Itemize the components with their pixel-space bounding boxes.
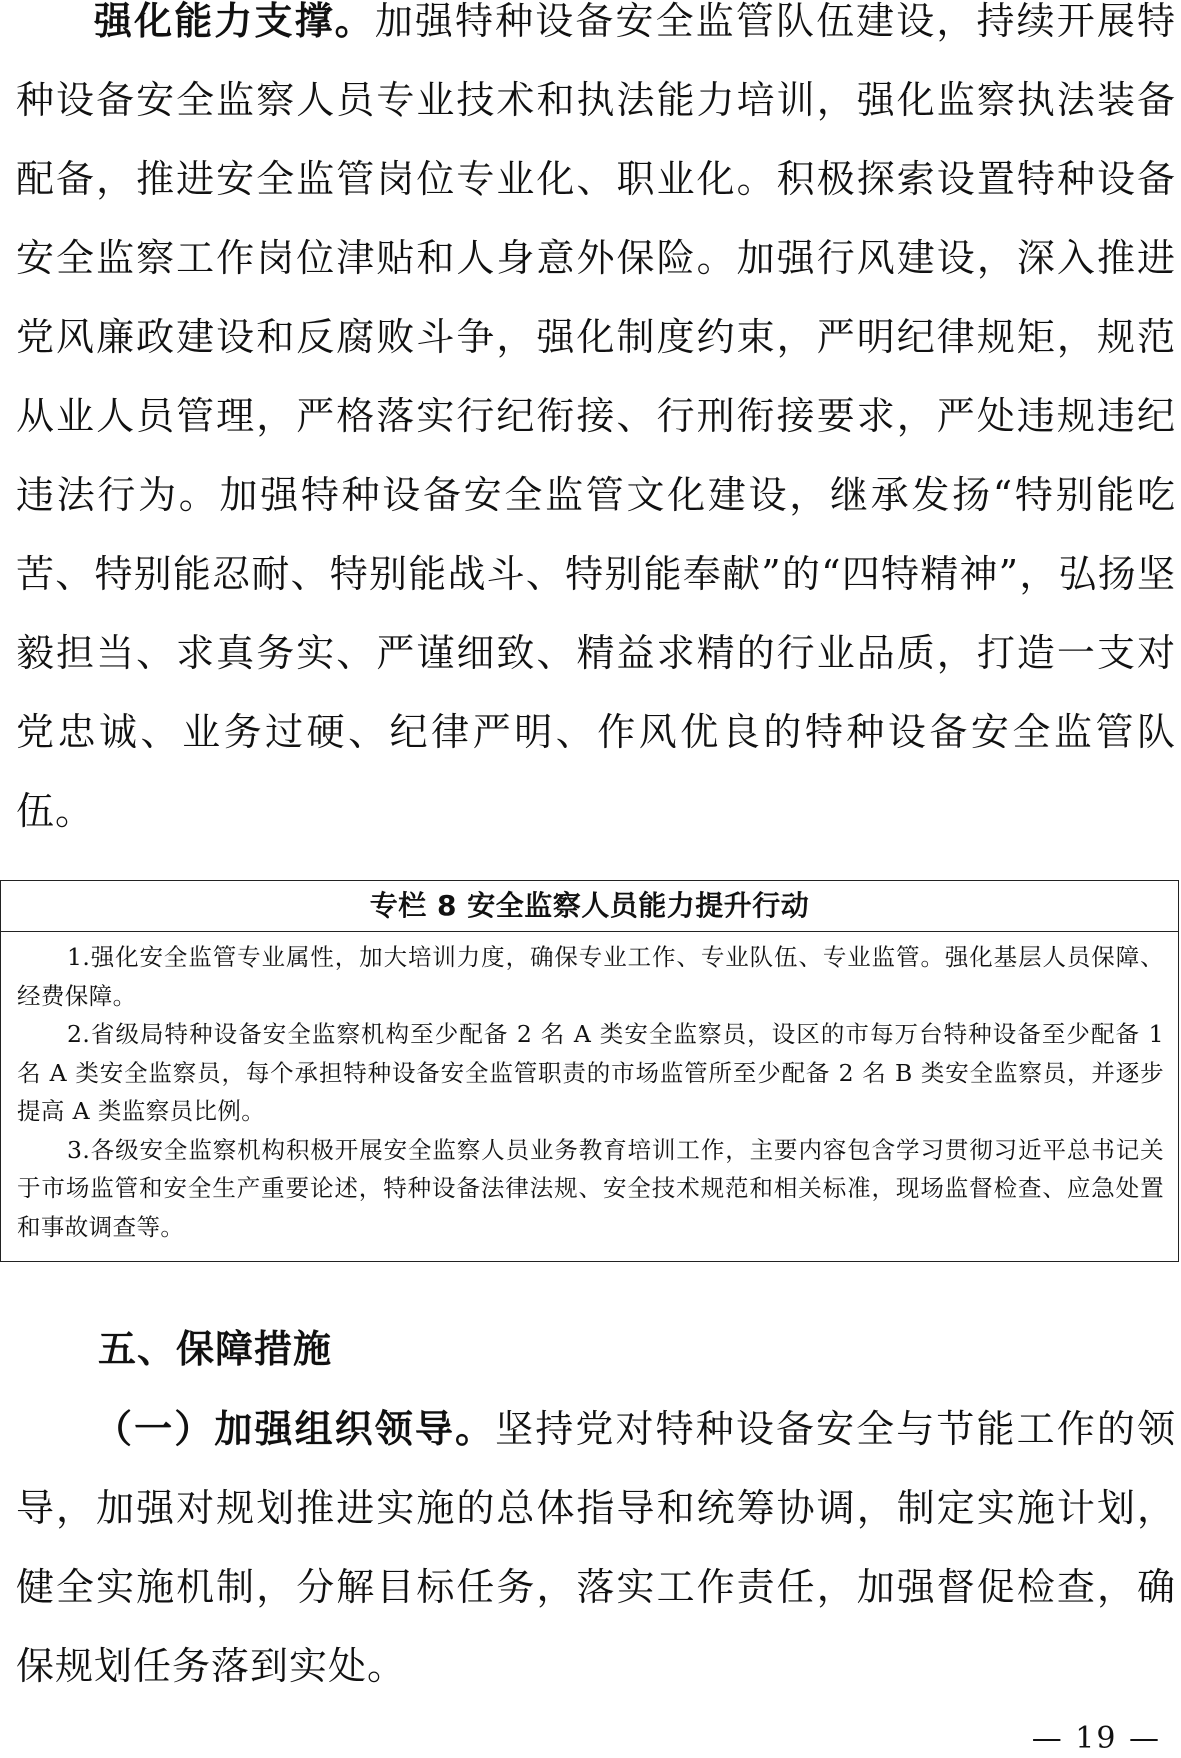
column-box-body bbox=[1, 938, 1178, 1246]
paragraph-capability-support bbox=[16, 0, 1176, 851]
paragraph-text: 坚持党对特种设备安全与节能工作的领导，加强对规划推进实施的总体指导和统筹协调，制定实施计划，健全实施机制，分解目标任务，落实工作责任，加强督促检查，确保规划任务落到实处。 bbox=[16, 1407, 1176, 1688]
column-box-title: 专栏 8 安全监察人员能力提升行动 bbox=[1, 881, 1178, 932]
page-number: — 19 — bbox=[1031, 1721, 1161, 1756]
column-box-item: 3.各级安全监察机构积极开展安全监察人员业务教育培训工作，主要内容包含学习贯彻习近平总书记关于市场监管和安全生产重要论述，特种设备法律法规、安全技术规范和相关标准，现场监督检查、应急处置和事故调查等。 bbox=[17, 1135, 1164, 1241]
section-heading: 五、保障措施 bbox=[98, 1327, 333, 1371]
paragraph-lead: 强化能力支撑。 bbox=[94, 0, 375, 43]
column-box-item: 2.省级局特种设备安全监察机构至少配备 2 名 A 类安全监察员，设区的市每万台特种设备至少配备 1 名 A 类安全监察员，每个承担特种设备安全监管职责的市场监管所至少配备 2 名 B 类安全监察员，并逐步提高 A 类监察员比例。 bbox=[17, 1020, 1164, 1125]
paragraph-lead: （一）加强组织领导。 bbox=[94, 1407, 496, 1451]
paragraph-text: 加强特种设备安全监管队伍建设，持续开展特种设备安全监察人员专业技术和执法能力培训，强化监察执法装备配备，推进安全监管岗位专业化、职业化。积极探索设置特种设备安全监察工作岗位津贴和人身意外保险。加强行风建设，深入推进党风廉政建设和反腐败斗争，强化制度约束，严明纪律规矩，规范从业人员管理，严格落实行纪衔接、行刑衔接要求，严处违规违纪违法行为。加强特种设备安全监管文化建设，继承发扬“特别能吃苦、特别能忍耐、特别能战斗、特别能奉献”的“四特精神”，弘扬坚毅担当、求真务实、严谨细致、精益求精的行业品质，打造一支对党忠诚、业务过硬、纪律严明、作风优良的特种设备安全监管队伍。 bbox=[16, 0, 1176, 833]
paragraph-organizational-leadership bbox=[16, 1390, 1176, 1706]
column-box-item: 1.强化安全监管专业属性，加大培训力度，确保专业工作、专业队伍、专业监管。强化基层人员保障、经费保障。 bbox=[17, 943, 1164, 1010]
column-box bbox=[0, 880, 1179, 1262]
